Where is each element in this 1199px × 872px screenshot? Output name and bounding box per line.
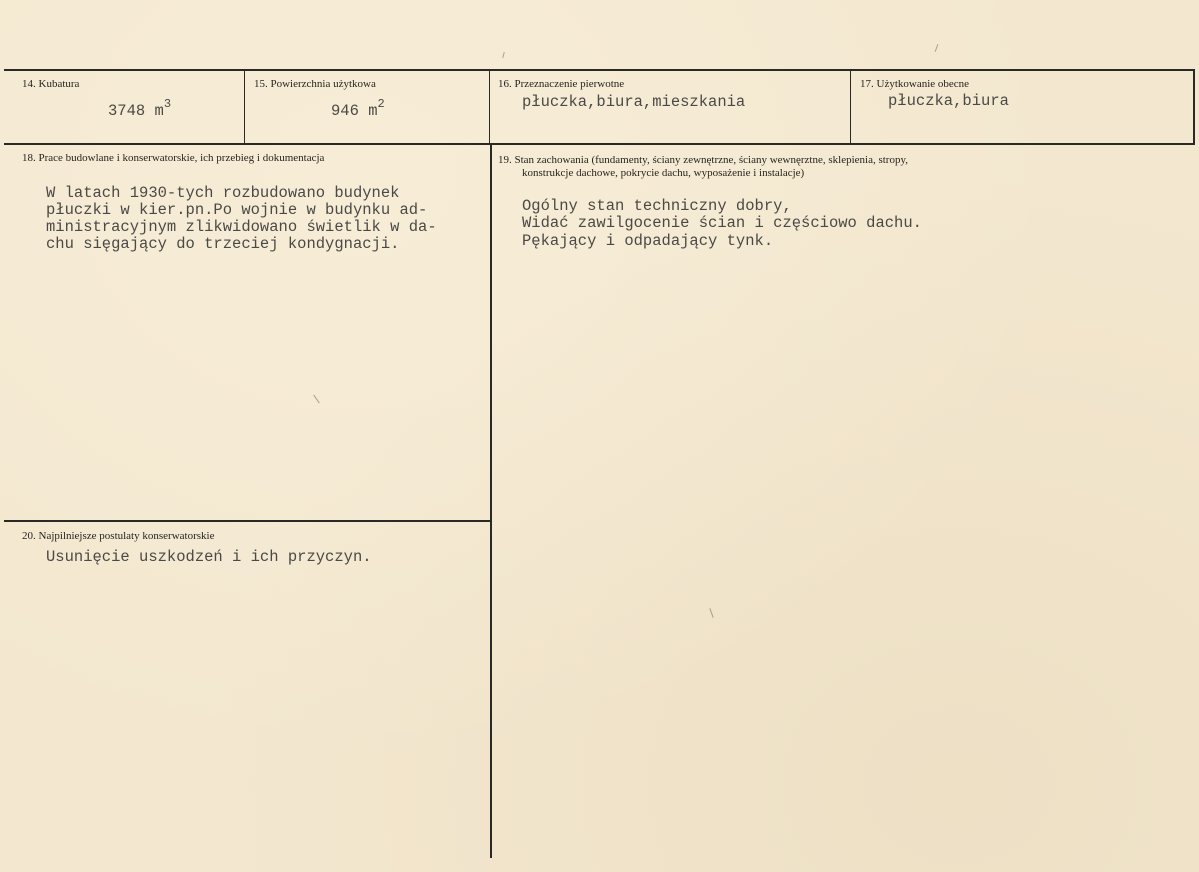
field-15-number: 946 m (331, 102, 378, 121)
section-20-top-line (4, 520, 491, 522)
field-18-line-2: płuczki w kier.pn.Po wojnie w budynku ad- (46, 201, 428, 219)
field-19-label-line-1: 19. Stan zachowania (fundamenty, ściany zewnętrzne, ściany wewnęrztne, sklepienia, stropy, (498, 154, 909, 166)
center-vertical-line (490, 144, 492, 858)
paper-speck (313, 395, 320, 404)
field-20-value: Usunięcie uszkodzeń i ich przyczyn. (46, 548, 372, 566)
right-border-line (1193, 69, 1195, 145)
field-19-label-line-2: konstrukcje dachowe, pokrycie dachu, wyposażenie i instalacje) (522, 167, 805, 179)
field-20-label: 20. Najpilniejsze postulaty konserwatorskie (22, 530, 215, 542)
field-15-value (331, 97, 385, 120)
paper-speck (709, 608, 713, 618)
field-19-line-3: Pękający i odpadający tynk. (522, 232, 774, 250)
row1-bottom-line (4, 143, 1195, 145)
field-14-number: 3748 m (108, 102, 164, 121)
field-15-exponent: 2 (377, 97, 385, 111)
field-19-line-1: Ogólny stan techniczny dobry, (522, 197, 792, 215)
field-17-value: płuczka,biura (888, 92, 1009, 110)
field-14-exponent: 3 (163, 97, 172, 111)
field-14-label: 14. Kubatura (22, 78, 80, 90)
field-17-label: 17. Użytkowanie obecne (860, 78, 970, 90)
field-18-label: 18. Prace budowlane i konserwatorskie, ich przebieg i dokumentacja (22, 152, 325, 164)
field-18-line-3: ministracyjnym zlikwidowano świetlik w da- (46, 218, 437, 236)
paper-speck (502, 52, 505, 58)
field-19-line-2: Widać zawilgocenie ścian i częściowo dachu. (522, 214, 922, 232)
field-18-line-1: W latach 1930-tych rozbudowano budynek (46, 184, 400, 202)
field-18-line-4: chu sięgający do trzeciej kondygnacji. (46, 235, 400, 253)
divider-14-15 (244, 70, 245, 144)
divider-15-16 (489, 70, 490, 144)
paper-speck (935, 44, 939, 52)
field-16-value: płuczka,biura,mieszkania (522, 93, 746, 111)
divider-16-17 (850, 70, 851, 144)
field-16-label: 16. Przeznaczenie pierwotne (498, 78, 625, 90)
top-border-line (4, 69, 1195, 71)
field-14-value (108, 97, 171, 120)
field-15-label: 15. Powierzchnia użytkowa (254, 78, 376, 90)
